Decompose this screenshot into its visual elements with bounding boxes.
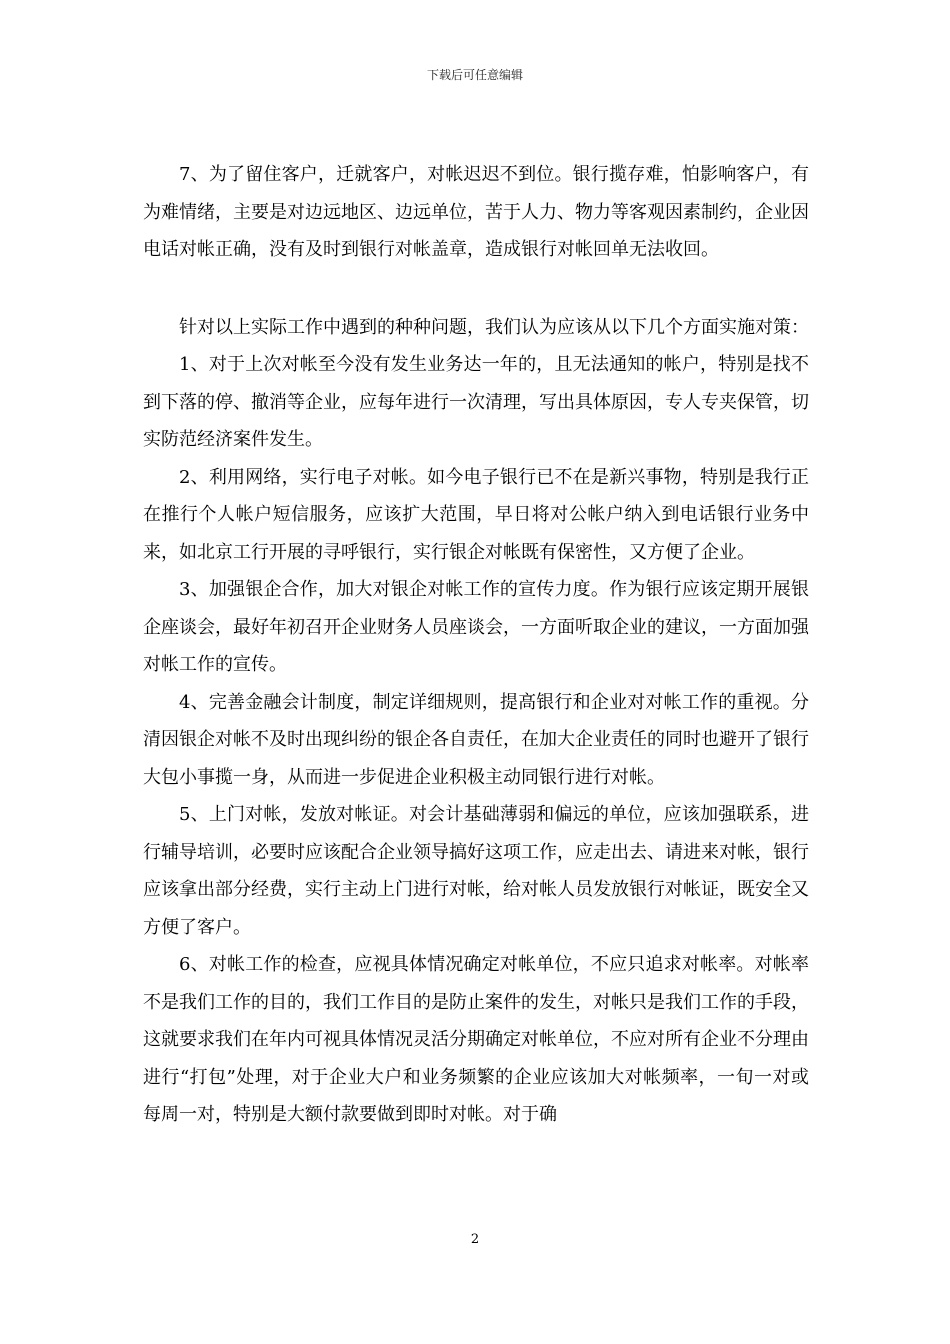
paragraph-item-1: 1、对于上次对帐至今没有发生业务达一年的，且无法通知的帐户，特别是找不到下落的停、撤消等企业，应每年进行一次清理，写出具体原因，专人专夹保管，切实防范经济案件发生。 [143, 354, 809, 450]
paragraph-gap [143, 269, 809, 309]
document-body [143, 156, 809, 1134]
paragraph-item-3: 3、加强银企合作，加大对银企对帐工作的宣传力度。作为银行应该定期开展银企座谈会，最好年初召开企业财务人员座谈会，一方面听取企业的建议，一方面加强对帐工作的宣传。 [143, 579, 809, 675]
paragraph-item-2: 2、利用网络，实行电子对帐。如今电子银行已不在是新兴事物，特别是我行正在推行个人帐户短信服务，应该扩大范围，早日将对公帐户纳入到电话银行业务中来，如北京工行开展的寻呼银行，实行银企对帐既有保密性，又方便了企业。 [143, 466, 809, 563]
paragraph-item-5: 5、上门对帐，发放对帐证。对会计基础薄弱和偏远的单位，应该加强联系，进行辅导培训，必要时应该配合企业领导搞好这项工作，应走出去、请进来对帐，银行应该拿出部分经费，实行主动上门进行对帐，给对帐人员发放银行对帐证，既安全又方便了客户。 [143, 804, 809, 938]
paragraph-item-4: 4、完善金融会计制度，制定详细规则，提高银行和企业对对帐工作的重视。分清因银企对帐不及时出现纠纷的银企各自责任，在加大企业责任的同时也避开了银行大包小事揽一身，从而进一步促进企业积极主动同银行进行对帐。 [143, 691, 809, 788]
paragraph-item-6: 6、对帐工作的检查，应视具体情况确定对帐单位，不应只追求对帐率。对帐率不是我们工作的目的，我们工作目的是防止案件的发生，对帐只是我们工作的手段，这就要求我们在年内可视具体情况灵活分期确定对帐单位，不应对所有企业不分理由进行“打包”处理，对于企业大户和业务频繁的企业应该加大对帐频率，一旬一对或每周一对，特别是大额付款要做到即时对帐。对于确 [143, 954, 809, 1125]
paragraph-countermeasures-intro: 针对以上实际工作中遇到的种种问题，我们认为应该从以下几个方面实施对策： [179, 316, 809, 338]
paragraph-item-7: 7、为了留住客户，迁就客户，对帐迟迟不到位。银行揽存难，怕影响客户，有为难情绪，主要是对边远地区、边远单位，苦于人力、物力等客观因素制约，企业因电话对帐正确，没有及时到银行对帐盖章，造成银行对帐回单无法收回。 [143, 164, 809, 260]
page-header: 下载后可任意编辑 [426, 68, 523, 82]
page-number: 2 [470, 1232, 480, 1247]
